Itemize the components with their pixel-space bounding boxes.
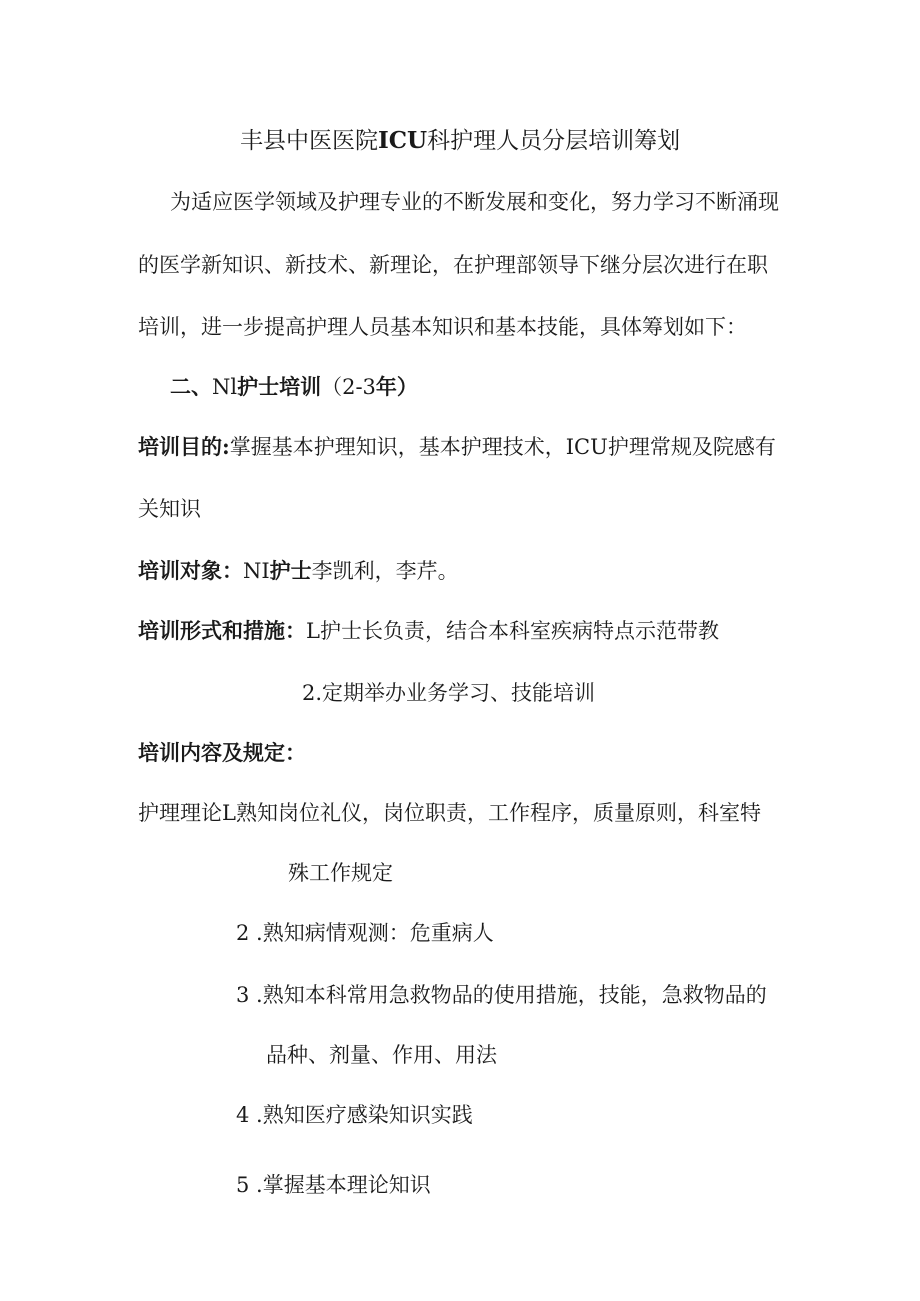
- section-prefix: 二、: [170, 374, 212, 399]
- target-label: 培训对象：: [138, 558, 243, 583]
- list-item-2: 2 .熟知病情观测：危重病人: [236, 921, 494, 945]
- title-prefix: 丰县中医医院: [239, 128, 378, 154]
- form-line-2: 2.定期举办业务学习、技能培训: [302, 681, 596, 705]
- title-icu: ICU: [377, 127, 428, 154]
- intro-line-3: 培训，进一步提高护理人员基本知识和基本技能，具体筹划如下：: [138, 315, 747, 339]
- intro-line-2: 的医学新知识、新技术、新理论，在护理部领导下继分层次进行在职: [138, 253, 768, 277]
- section-label: 护士培训: [237, 374, 322, 399]
- list-item-4: 4 .熟知医疗感染知识实践: [236, 1103, 473, 1127]
- list-item-3-line-1: 3 .熟知本科常用急救物品的使用措施，技能，急救物品的: [236, 983, 767, 1007]
- content-label: 培训内容及规定：: [138, 740, 306, 765]
- goal-label: 培训目的:: [138, 434, 230, 459]
- goal-line-2: 关知识: [138, 497, 201, 521]
- target-ni: NI: [243, 559, 270, 583]
- section-paren: （2-3: [321, 375, 376, 399]
- goal-text: 掌握基本护理知识，基本护理技术，ICU护理常规及院感有: [229, 435, 776, 459]
- form-text-1: L护士长负责，结合本科室疾病特点示范带教: [306, 619, 719, 643]
- form-line-1: [138, 616, 719, 646]
- form-label: 培训形式和措施：: [138, 618, 306, 643]
- list-item-3-line-2: 品种、剂量、作用、用法: [266, 1043, 497, 1067]
- theory-line-1: 护理理论L熟知岗位礼仪，岗位职责，工作程序，质量原则，科室特: [138, 801, 761, 825]
- list-item-5: 5 .掌握基本理论知识: [236, 1173, 431, 1197]
- section-year: 年）: [375, 374, 418, 399]
- title-suffix: 科护理人员分层培训筹划: [427, 128, 681, 154]
- goal-line-1: [138, 432, 776, 462]
- section-heading: [170, 372, 418, 402]
- target-nurse: 护士: [269, 558, 312, 583]
- theory-line-2: 殊工作规定: [288, 861, 393, 885]
- target-line: [138, 556, 459, 586]
- document-title: [0, 126, 920, 156]
- target-names: 李凯利，李芹。: [311, 559, 459, 583]
- section-n: Nl: [212, 375, 238, 399]
- intro-line-1: 为适应医学领域及护理专业的不断发展和变化，努力学习不断涌现: [170, 190, 779, 214]
